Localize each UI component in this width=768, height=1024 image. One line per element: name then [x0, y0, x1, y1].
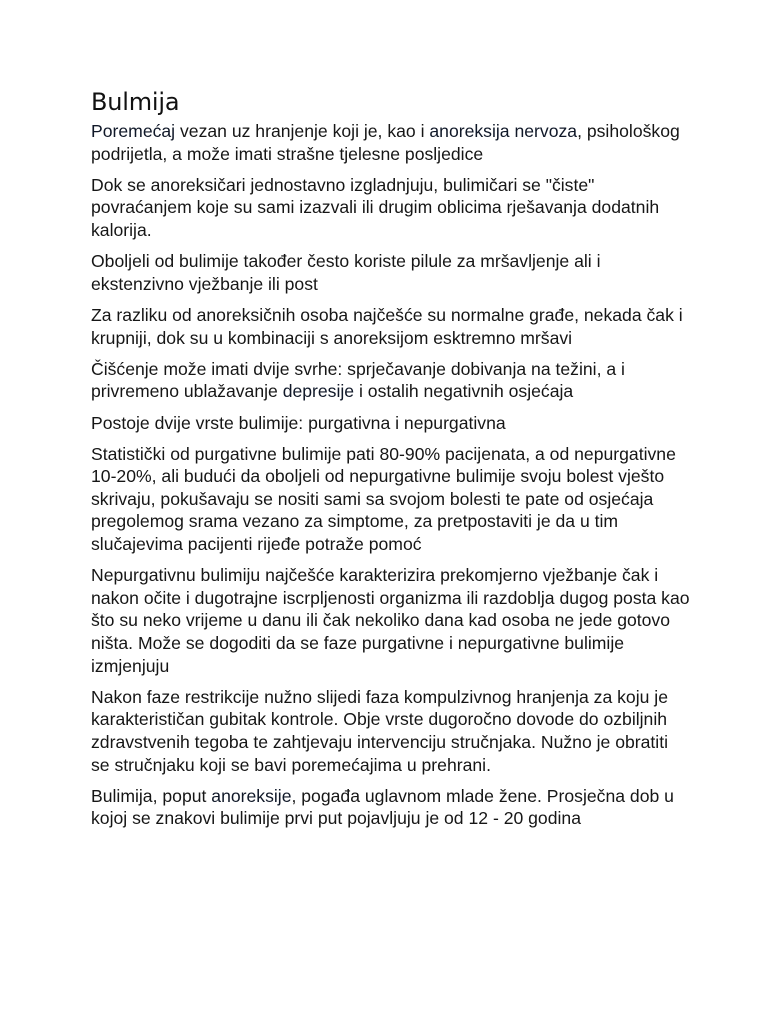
paragraph-6: Postoje dvije vrste bulimije: purgativna i nepurgativna — [91, 412, 506, 433]
paragraph-1 — [91, 120, 691, 165]
paragraph-3: Oboljeli od bulimije također često koriste pilule za mršavljenje ali i ekstenzivno vježbanje ili post — [91, 251, 601, 294]
paragraph-5-text-1: Čišćenje može imati dvije svrhe: sprječavanje dobivanja na težini, a i privremeno ublažavanje — [91, 358, 625, 402]
link-poremecaj[interactable]: Poremećaj — [91, 121, 176, 141]
link-anoreksija-nervoza[interactable]: anoreksija nervoza — [429, 121, 578, 141]
paragraph-5-text-2: i ostalih negativnih osjećaja — [354, 381, 574, 402]
paragraph-10-text-1: Bulimija, poput — [91, 785, 212, 806]
document-page — [91, 84, 691, 839]
link-anoreksije[interactable]: anoreksije — [211, 785, 292, 806]
paragraph-8: Nepurgativnu bulimiju najčešće karakterizira prekomjerno vježbanje čak i nakon očite i dugotrajne iscrpljenosti organizma ili razdoblja dugog posta kao što su neko vrijeme u danu ili čak nekoliko dana kad osoba ne jede gotovo ništa. Može se dogoditi da se faze purgativne i nepurgativne bulimije izmjenjuju — [91, 565, 690, 676]
paragraph-10 — [91, 785, 691, 830]
paragraph-7: Statistički od purgativne bulimije pati 80-90% pacijenata, a od nepurgativne 10-20%, ali budući da oboljeli od nepurgativne bulimije svoju bolest vješto skrivaju, pokušavaju se nositi sami sa svojom bolesti te pate od osjećaja pregolemog srama vezano za simptome, za pretpostaviti je da u tim slučajevima pacijenti rijeđe potraže pomoć — [91, 443, 676, 555]
paragraph-1-text-1: vezan uz hranjenje koji je, kao i — [175, 121, 430, 141]
paragraph-1-text-2: , psihološkog podrijetla, a može imati strašne tjelesne posljedice — [91, 121, 680, 164]
link-depresije[interactable]: depresije — [282, 381, 355, 402]
paragraph-5 — [91, 358, 691, 403]
document-title: Bulmija — [91, 88, 180, 116]
paragraph-10-text-2: , pogađa uglavnom mlade žene. Prosječna dob u kojoj se znakovi bulimije prvi put pojavljuju je od 12 - 20 godina — [91, 785, 674, 829]
paragraph-2: Dok se anoreksičari jednostavno izgladnjuju, bulimičari se "čiste" povraćanjem koje su sami izazvali ili drugim oblicima rješavanja dodatnih kalorija. — [91, 174, 660, 240]
paragraph-4: Za razliku od anoreksičnih osoba najčešće su normalne građe, nekada čak i krupniji, dok su u kombinaciji s anoreksijom esktremno mršavi — [91, 304, 683, 348]
paragraph-9: Nakon faze restrikcije nužno slijedi faza kompulzivnog hranjenja za koju je karakterističan gubitak kontrole. Obje vrste dugoročno dovode do ozbiljnih zdravstvenih tegoba te zahtjevaju intervenciju stručnjaka. Nužno je obratiti se stručnjaku koji se bavi poremećajima u prehrani. — [91, 686, 669, 775]
